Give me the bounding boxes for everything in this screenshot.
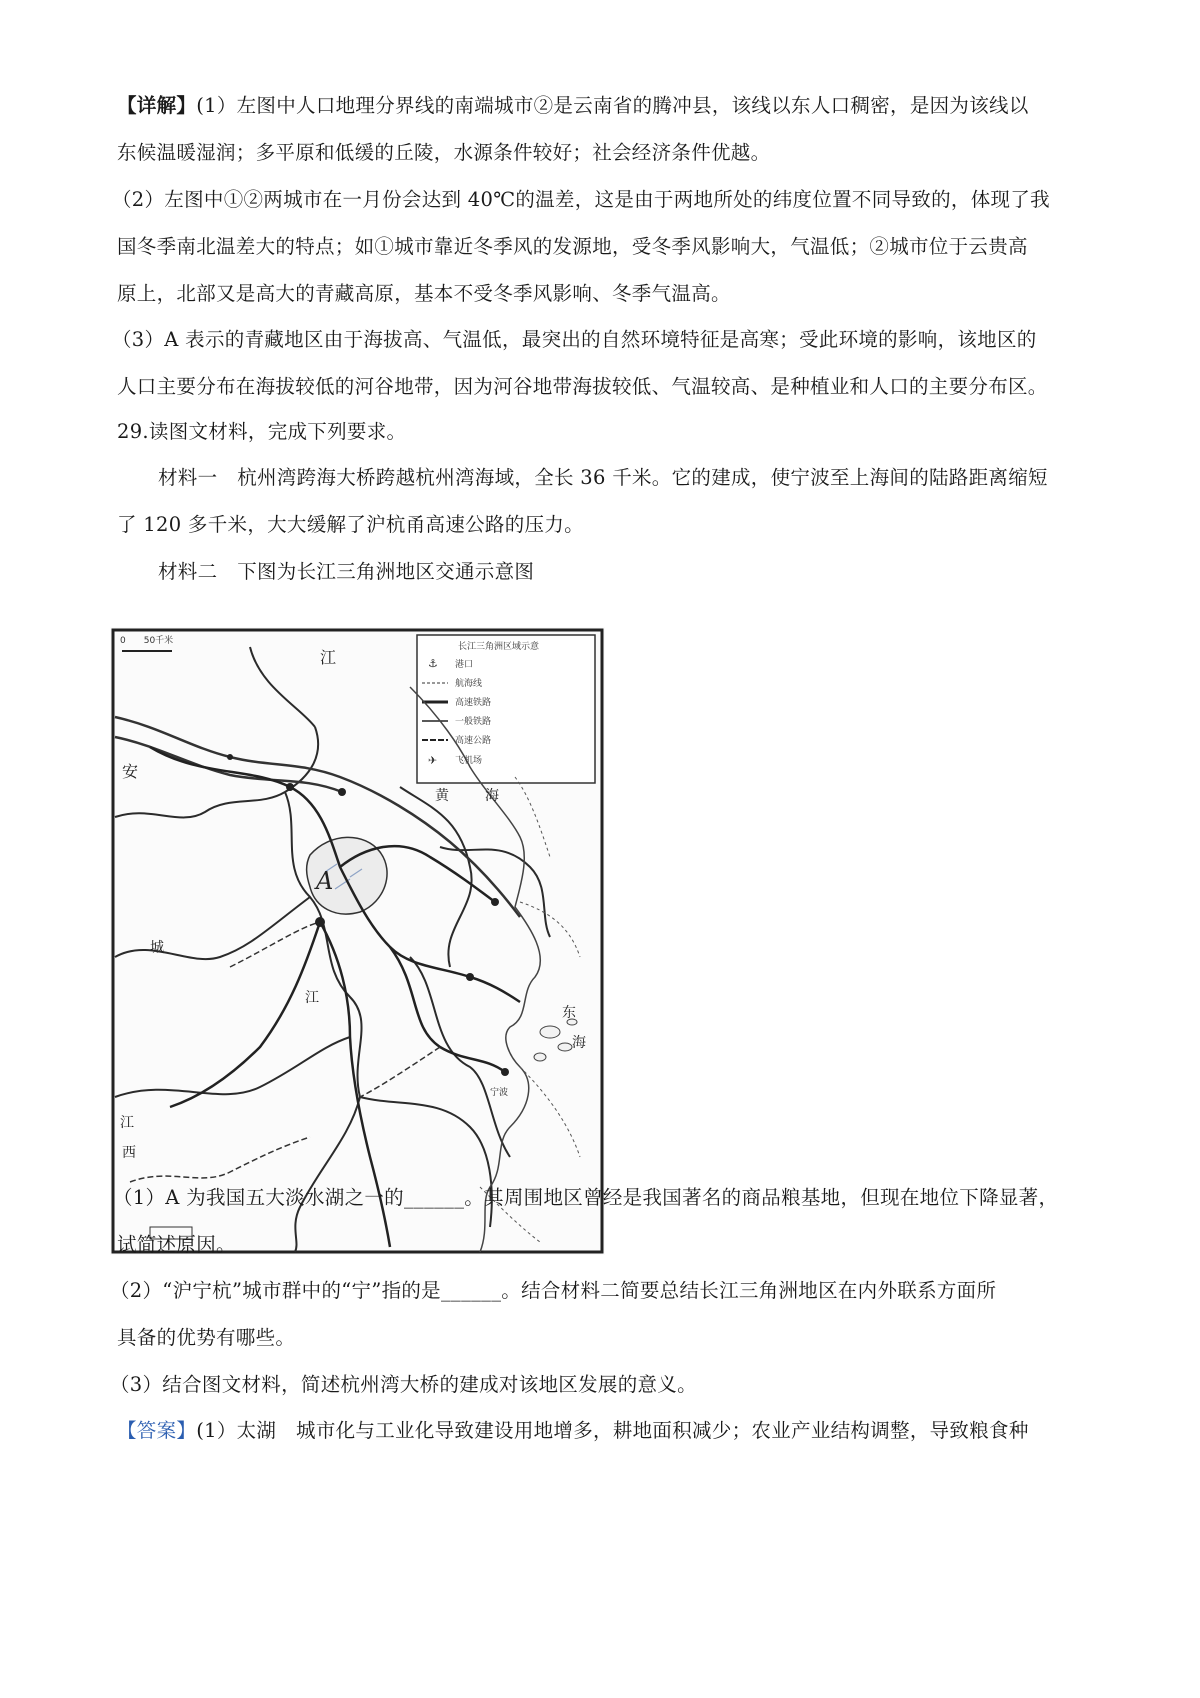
map-label-jiang-top: 江: [320, 648, 337, 667]
map-label-xi: 西: [122, 1145, 136, 1161]
svg-text:✈: ✈: [428, 754, 438, 767]
answer-line1: [117, 1416, 1107, 1446]
material1-line2: 了 120 多千米，大大缓解了沪杭甬高速公路的压力。: [117, 513, 584, 536]
legend-expressway: 高速公路: [455, 736, 492, 746]
detail-p3-line1: （3）A 表示的青藏地区由于海拔高、气温低，最突出的自然环境特征是高寒；受此环境的影响，该地区的: [112, 328, 1037, 351]
legend-airport: 飞机场: [455, 756, 483, 766]
detail-p1-text1: (1）左图中人口地理分界线的南端城市②是云南省的腾冲县，该线以东人口稠密，是因为该线以: [196, 94, 1029, 117]
map-legend: [417, 635, 595, 783]
map-label-huang: 黄: [435, 788, 449, 804]
question-sub3: （3）结合图文材料，简述杭州湾大桥的建成对该地区发展的意义。: [110, 1373, 697, 1396]
yangtze-delta-transport-map: [110, 627, 605, 1255]
legend-sea-route: 航海线: [455, 679, 483, 689]
question-sub2-line1: （2）“沪宁杭”城市群中的“宁”指的是______。结合材料二简要总结长江三角洲地区在内外联系方面所: [110, 1279, 997, 1302]
answer-text: (1）太湖 城市化与工业化导致建设用地增多，耕地面积减少；农业产业结构调整，导致粮食种: [196, 1419, 1029, 1442]
detail-p2-line1: （2）左图中①②两城市在一月份会达到 40℃的温差，这是由于两地所处的纬度位置不同导致的，体现了我: [112, 188, 1050, 211]
map-label-hai2: 海: [572, 1035, 586, 1051]
material1-line1: 材料一 杭州湾跨海大桥跨越杭州湾海域，全长 36 千米。它的建成，使宁波至上海间的陆路距离缩短: [158, 466, 1048, 489]
legend-title: 长江三角洲区域示意: [458, 642, 540, 652]
svg-text:⚓: ⚓: [428, 657, 438, 670]
map-label-jiang-left: 江: [120, 1115, 134, 1131]
legend-railway: 一般铁路: [455, 717, 492, 727]
legend-port: 港口: [455, 660, 474, 670]
map-scale-bar: [120, 634, 173, 651]
map-expressways: [130, 922, 440, 1182]
map-islands: [534, 1019, 577, 1061]
map-cities: [227, 754, 509, 1076]
detail-p3-line2: 人口主要分布在海拔较低的河谷地带，因为河谷地带海拔较低、气温较高、是种植业和人口的主要分布区。: [117, 375, 1048, 398]
detail-p1-line2: 东候温暖湿润；多平原和低缓的丘陵，水源条件较好；社会经济条件优越。: [117, 141, 771, 164]
map-label-cheng: 城: [150, 940, 164, 956]
legend-hsr: 高速铁路: [455, 698, 492, 708]
map-label-hai: 海: [485, 788, 499, 804]
question-sub1-line1: （1）A 为我国五大淡水湖之一的______。其周围地区曾经是我国著名的商品粮基地，但现在地位下降显著，: [113, 1186, 1059, 1209]
question-sub1-line2: 试简述原因。: [117, 1233, 236, 1256]
question-title: 29.读图文材料，完成下列要求。: [117, 420, 407, 443]
detail-tag: 【详解】: [117, 94, 197, 117]
map-label-dong: 东: [562, 1005, 576, 1021]
material2-caption: 材料二 下图为长江三角洲地区交通示意图: [158, 560, 535, 583]
map-railways: [150, 747, 520, 1247]
detail-p2-line3: 原上，北部又是高大的青藏高原，基本不受冬季风影响、冬季气温高。: [117, 282, 731, 305]
map-label-an: 安: [122, 762, 139, 781]
map-scale-label: 0 50千米: [120, 636, 174, 646]
answer-tag: 【答案】: [117, 1419, 197, 1442]
map-label-jiang-mid: 江: [305, 990, 319, 1006]
question-sub2-line2: 具备的优势有哪些。: [117, 1326, 296, 1349]
map-label-ningbo: 宁波: [490, 1088, 509, 1098]
map-label-A: A: [316, 867, 334, 895]
detail-p1-line1: [117, 91, 1107, 121]
detail-p2-line2: 国冬季南北温差大的特点；如①城市靠近冬季风的发源地，受冬季风影响大，气温低；②城市位于云贵高: [117, 235, 1028, 258]
